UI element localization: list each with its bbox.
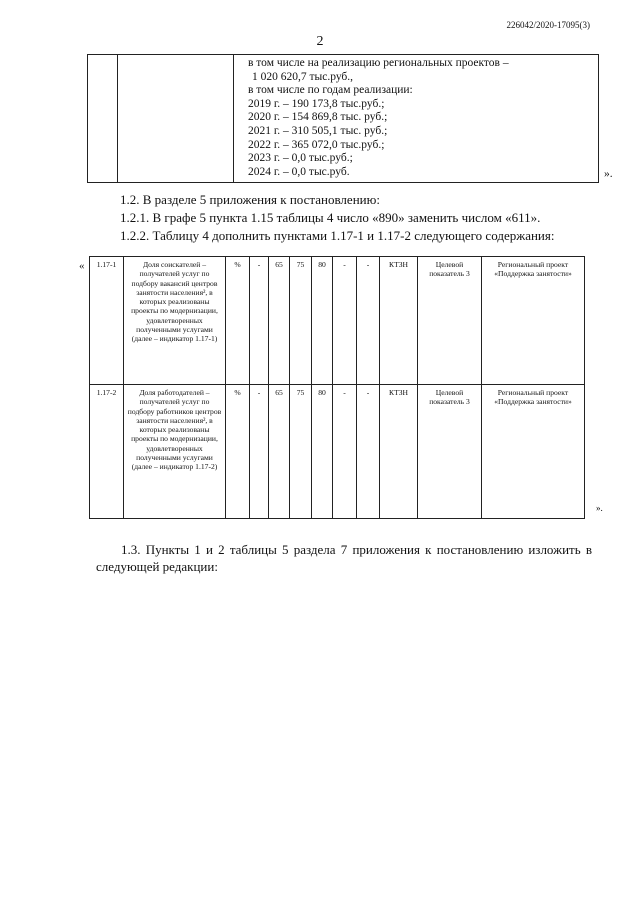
value-cell: - — [250, 257, 269, 385]
opening-quote: « — [79, 260, 85, 272]
paragraph-1-2-1: 1.2.1. В графе 5 пункта 1.15 таблицы 4 число «890» заменить числом «611». — [120, 210, 541, 225]
paragraph-1-3: 1.3. Пункты 1 и 2 таблицы 5 раздела 7 приложения к постановлению изложить в следующей редакции: — [96, 542, 592, 574]
unit-cell: % — [226, 257, 250, 385]
funding-line: в том числе по годам реализации: — [248, 84, 413, 97]
value-cell: 65 — [269, 257, 290, 385]
unit-cell: % — [226, 385, 250, 519]
funding-line: в том числе на реализацию региональных проектов – — [248, 57, 509, 69]
funding-line: 1 020 620,7 тыс.руб., — [252, 70, 354, 83]
table-divider — [233, 55, 234, 182]
indicator-name: Доля соискателей – получателей услуг по подбору вакансий центров занятости населения², в которых реализованы проекты по модернизации, удовлетворенных полученными услугами (далее – индикатор 1.17-1) — [124, 257, 226, 385]
paragraph-1-2: 1.2. В разделе 5 приложения к постановлению: — [120, 192, 380, 207]
row-number: 1.17-2 — [90, 385, 124, 519]
source-cell: Региональный проект «Поддержка занятости» — [482, 257, 585, 385]
value-cell: 80 — [312, 257, 333, 385]
value-cell: - — [333, 385, 357, 519]
value-cell: - — [357, 257, 380, 385]
source-cell: Региональный проект «Поддержка занятости» — [482, 385, 585, 519]
indicators-table — [89, 256, 585, 519]
funding-line: 2023 г. – 0,0 тыс.руб.; — [248, 152, 353, 165]
table-divider — [117, 55, 118, 182]
org-cell: КТЗН — [380, 385, 418, 519]
table-row — [90, 385, 585, 519]
table-row — [90, 257, 585, 385]
document-number: 226042/2020-17095(3) — [506, 20, 590, 30]
value-cell: - — [333, 257, 357, 385]
row-number: 1.17-1 — [90, 257, 124, 385]
value-cell: - — [250, 385, 269, 519]
type-cell: Целевой показатель 3 — [418, 385, 482, 519]
value-cell: 75 — [290, 385, 312, 519]
funding-line: 2022 г. – 365 072,0 тыс.руб.; — [248, 138, 385, 151]
indicator-name: Доля работодателей – получателей услуг по подбору работников центров занятости населения², в которых реализованы проекты по модернизации, удовлетворенных полученными услугами (далее – индикатор 1.17-2) — [124, 385, 226, 519]
value-cell: 75 — [290, 257, 312, 385]
top-table — [87, 54, 599, 183]
value-cell: - — [357, 385, 380, 519]
closing-quote: ». — [596, 503, 603, 513]
funding-line: 2024 г. – 0,0 тыс.руб. — [248, 165, 350, 178]
funding-line: 2020 г. – 154 869,8 тыс. руб.; — [248, 111, 388, 124]
funding-text — [248, 57, 509, 179]
funding-line: 2021 г. – 310 505,1 тыс. руб.; — [248, 124, 388, 137]
closing-quote: ». — [604, 168, 613, 180]
type-cell: Целевой показатель 3 — [418, 257, 482, 385]
paragraph-1-2-2: 1.2.2. Таблицу 4 дополнить пунктами 1.17-1 и 1.17-2 следующего содержания: — [120, 228, 555, 243]
value-cell: 65 — [269, 385, 290, 519]
value-cell: 80 — [312, 385, 333, 519]
page-number: 2 — [316, 34, 324, 49]
org-cell: КТЗН — [380, 257, 418, 385]
funding-line: 2019 г. – 190 173,8 тыс.руб.; — [248, 97, 385, 110]
